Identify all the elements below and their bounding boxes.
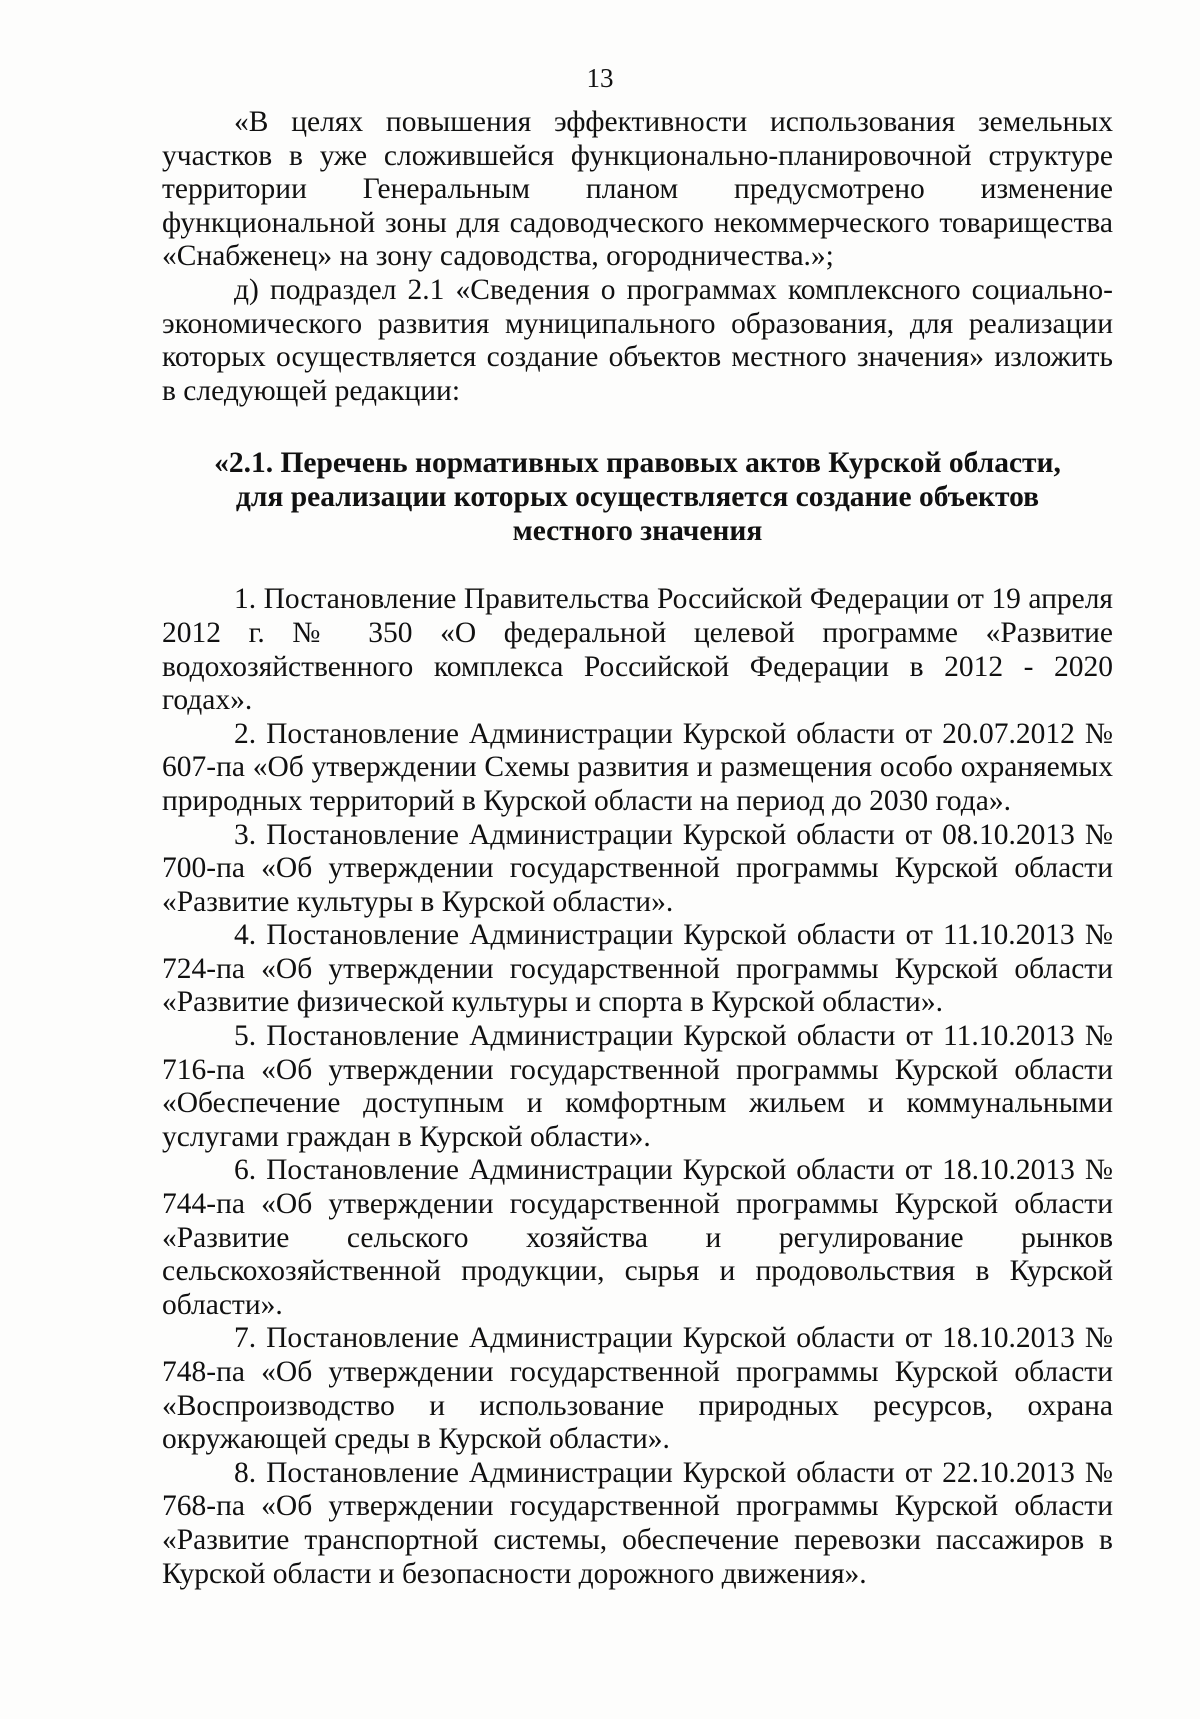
list-item-7: 7. Постановление Администрации Курской области от 18.10.2013 № 748-па «Об утверждении государственной программы Курской области «Воспроизводство и использование природных ресурсов, охрана окружающей среды в Курской области».	[162, 1322, 1113, 1456]
section-heading	[162, 446, 1113, 548]
list-item-1: 1. Постановление Правительства Российской Федерации от 19 апреля 2012 г. № 350 «О федеральной целевой программе «Развитие водохозяйственного комплекса Российской Федерации в 2012 - 2020 годах».	[162, 583, 1113, 717]
list-item-2: 2. Постановление Администрации Курской области от 20.07.2012 № 607-па «Об утверждении Схемы развития и размещения особо охраняемых природных территорий в Курской области на период до 2030 года».	[162, 717, 1113, 817]
list-item-6: 6. Постановление Администрации Курской области от 18.10.2013 № 744-па «Об утверждении государственной программы Курской области «Развитие сельского хозяйства и регулирование рынков сельскохозяйственной продукции, сырья и продовольствия в Курской области».	[162, 1154, 1113, 1321]
section-heading-line-2: для реализации которых осуществляется создание объектов	[235, 481, 1040, 514]
document-body	[162, 106, 1113, 1591]
intro-paragraph-1: «В целях повышения эффективности использования земельных участков в уже сложившейся функционально-планировочной структуре территории Генеральным планом предусмотрено изменение функциональной зоны для садоводческого некоммерческого товарищества «Снабженец» на зону садоводства, огородничества.»;	[162, 106, 1113, 273]
section-heading-line-3: местного значения	[512, 515, 763, 548]
list-item-4: 4. Постановление Администрации Курской области от 11.10.2013 № 724-па «Об утверждении государственной программы Курской области «Развитие физической культуры и спорта в Курской области».	[162, 919, 1113, 1019]
page-number: 13	[586, 63, 614, 93]
list-item-3: 3. Постановление Администрации Курской области от 08.10.2013 № 700-па «Об утверждении государственной программы Курской области «Развитие культуры в Курской области».	[162, 818, 1113, 918]
intro-paragraph-2: д) подраздел 2.1 «Сведения о программах комплексного социально-экономического развития муниципального образования, для реализации которых осуществляется создание объектов местного значения» изложить в следующей редакции:	[162, 273, 1113, 407]
section-heading-line-1: «2.1. Перечень нормативных правовых актов Курской области,	[214, 447, 1061, 480]
list-item-8: 8. Постановление Администрации Курской области от 22.10.2013 № 768-па «Об утверждении государственной программы Курской области «Развитие транспортной системы, обеспечение перевозки пассажиров в Курской области и безопасности дорожного движения».	[162, 1456, 1113, 1590]
list-item-5: 5. Постановление Администрации Курской области от 11.10.2013 № 716-па «Об утверждении государственной программы Курской области «Обеспечение доступным и комфортным жильем и коммунальными услугами граждан в Курской области».	[162, 1020, 1113, 1153]
